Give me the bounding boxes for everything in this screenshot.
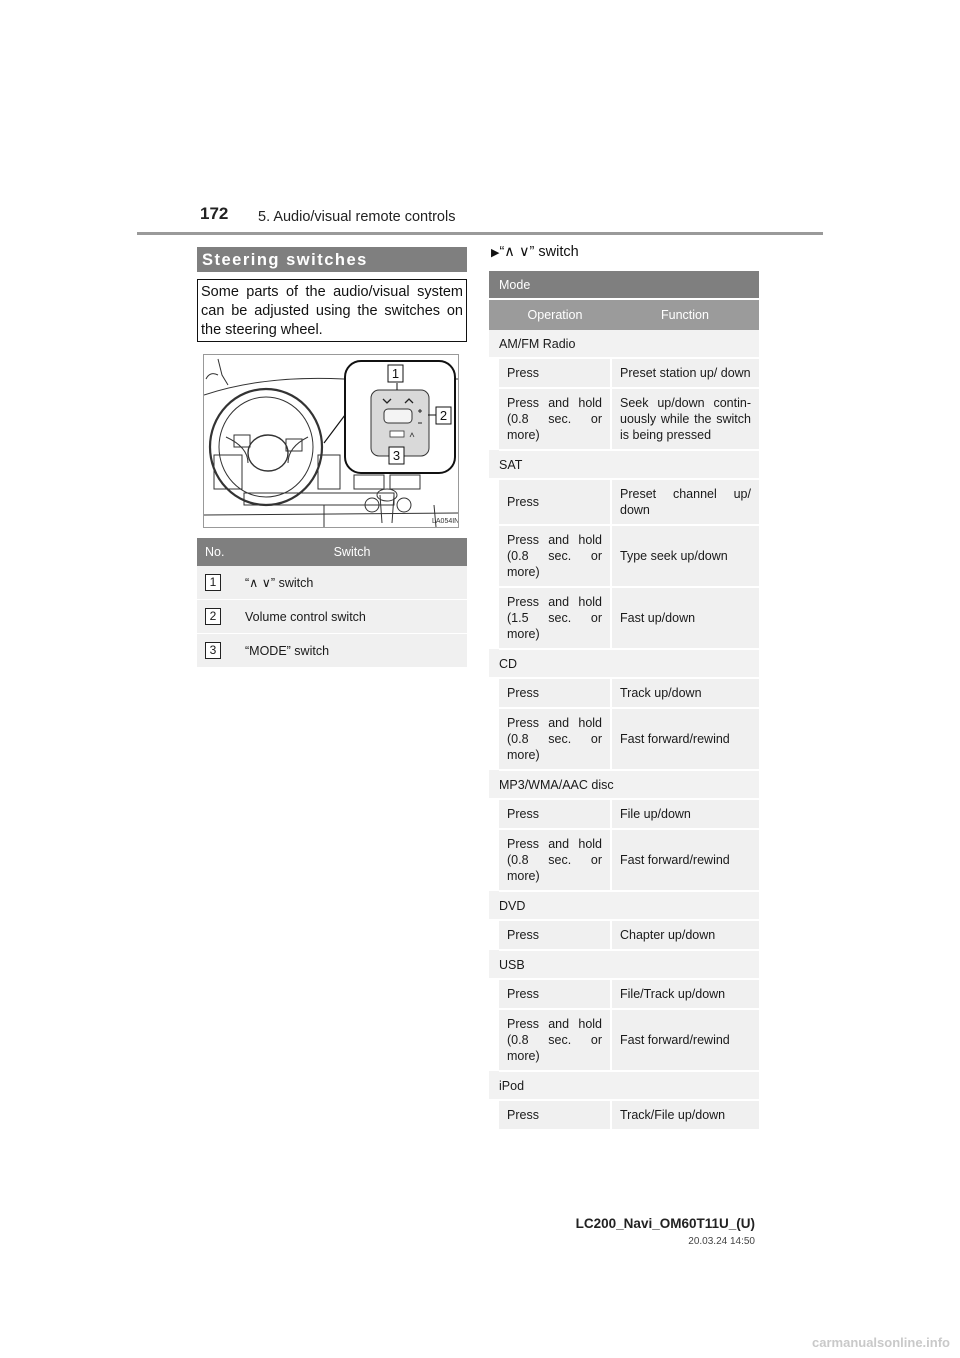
mode-name: iPod [489,1071,759,1100]
operation-cell: Press and hold (1.5 sec. or more) [499,587,611,649]
table-row [197,600,467,634]
mode-name: DVD [489,891,759,920]
function-cell: Track up/down [611,678,759,708]
function-cell: Preset station up/ down [611,358,759,388]
figure-code: LA054IN [432,518,458,525]
indent-spacer [489,829,499,891]
indent-spacer [489,708,499,770]
function-cell: Preset channel up/ down [611,479,759,525]
indent-spacer [489,979,499,1009]
steering-wheel-drawing [204,355,458,527]
operation-row [489,388,759,450]
mode-name: CD [489,649,759,678]
operation-row [489,358,759,388]
operation-row [489,829,759,891]
switch-column-header: Switch [237,538,467,566]
mode-column-header: Mode [489,271,759,299]
operation-cell: Press [499,799,611,829]
indent-spacer [489,920,499,950]
intro-text: Some parts of the audio/visual system can be adjusted using the switches on the steering wheel. [197,279,467,342]
operation-row [489,1009,759,1071]
function-column-header: Function [611,299,759,330]
operation-row [489,587,759,649]
mode-name: USB [489,950,759,979]
no-column-header: No. [197,538,237,566]
operation-cell: Press [499,920,611,950]
table-row [197,634,467,668]
operation-cell: Press and hold (0.8 sec. or more) [499,1009,611,1071]
mode-row [489,450,759,479]
mode-row [489,770,759,799]
table-row [197,566,467,600]
indent-spacer [489,1009,499,1071]
function-cell: File up/down [611,799,759,829]
indent-spacer [489,358,499,388]
operation-cell: Press and hold (0.8 sec. or more) [499,388,611,450]
row-number: 2 [205,608,221,625]
function-cell: Fast forward/rewind [611,1009,759,1071]
operation-column-header: Operation [499,299,611,330]
function-cell: File/Track up/down [611,979,759,1009]
doc-id: LC200_Navi_OM60T11U_(U) [575,1216,755,1231]
switch-name: “MODE” switch [237,634,467,668]
bullet-triangle-icon: ▶ [491,247,500,259]
function-cell: Fast up/down [611,587,759,649]
page-number: 172 [200,204,229,223]
steering-wheel-illustration [203,354,459,528]
header-spacer [489,299,499,330]
steering-switches-heading: Steering switches [197,247,467,272]
callout-2: 2 [439,408,448,423]
section-title: 5. Audio/visual remote controls [258,209,456,225]
operation-cell: Press [499,678,611,708]
mode-name: MP3/WMA/AAC disc [489,770,759,799]
function-cell: Fast forward/rewind [611,708,759,770]
mode-name: AM/FM Radio [489,330,759,358]
indent-spacer [489,799,499,829]
operation-row [489,708,759,770]
mode-row [489,649,759,678]
mode-row [489,950,759,979]
row-number: 3 [205,642,221,659]
mode-row [489,330,759,358]
print-timestamp: 20.03.24 14:50 [688,1236,755,1247]
operation-row [489,799,759,829]
indent-spacer [489,479,499,525]
operation-row [489,479,759,525]
callout-3: 3 [392,448,401,463]
operation-cell: Press [499,479,611,525]
operation-row [489,525,759,587]
operation-cell: Press and hold (0.8 sec. or more) [499,708,611,770]
function-cell: Type seek up/down [611,525,759,587]
indent-spacer [489,587,499,649]
watermark: carmanualsonline.info [812,1335,950,1350]
operation-row [489,979,759,1009]
indent-spacer [489,678,499,708]
switch-section-heading-text: “∧ ∨” switch [499,244,579,260]
mode-row [489,1071,759,1100]
switch-table [197,538,467,668]
indent-spacer [489,525,499,587]
function-cell: Track/File up/down [611,1100,759,1130]
operation-cell: Press [499,358,611,388]
operation-row [489,678,759,708]
switch-name: “∧ ∨” switch [237,566,467,600]
mode-operation-table [489,271,759,1131]
function-cell: Fast forward/rewind [611,829,759,891]
function-cell: Chapter up/down [611,920,759,950]
indent-spacer [489,1100,499,1130]
mode-row [489,891,759,920]
operation-row [489,920,759,950]
switch-name: Volume control switch [237,600,467,634]
operation-cell: Press [499,1100,611,1130]
mode-name: SAT [489,450,759,479]
operation-cell: Press and hold (0.8 sec. or more) [499,829,611,891]
operation-cell: Press and hold (0.8 sec. or more) [499,525,611,587]
row-number: 1 [205,574,221,591]
header-rule [137,232,823,235]
callout-1: 1 [391,366,400,381]
indent-spacer [489,388,499,450]
switch-section-heading [491,244,579,260]
operation-cell: Press [499,979,611,1009]
operation-row [489,1100,759,1130]
function-cell: Seek up/down contin- uously while the switch is being pressed [611,388,759,450]
